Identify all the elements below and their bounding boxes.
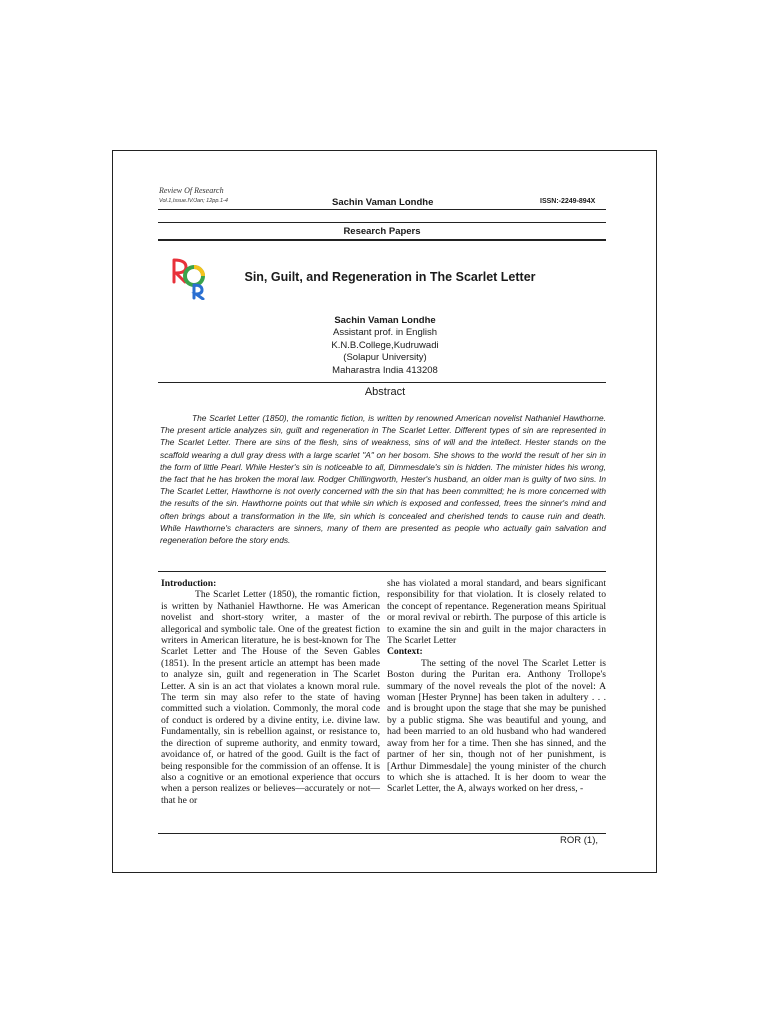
section-heading-introduction: Introduction: — [161, 578, 217, 589]
affiliation-line: Maharastra India 413208 — [332, 364, 438, 376]
right-column — [387, 578, 606, 795]
author-affiliation — [285, 315, 485, 377]
divider — [158, 222, 606, 223]
context-paragraph: The setting of the novel The Scarlet Letter is Boston during the Puritan era. Anthony Trollope's summary of the novel reveals the plot of the novel: A woman [Hester Prynne] has been taken in adultery . . . and is brought upon the stage that she may be punished by a public stigma. She was beautiful and young, and had been married to an old husband who had wandered away from her for a time. Then she has sinned, and the partner of her sin, though not of her punishment, is [Arthur Dimmesdale] the young minister of the church to which she is attached. It is her doom to wear the Scarlet Letter, the A, always worked on her dress, - — [387, 657, 606, 795]
header-author: Sachin Vaman Londhe — [332, 197, 434, 208]
left-column — [161, 578, 380, 806]
divider — [158, 571, 606, 572]
issn: ISSN:-2249-894X — [540, 198, 596, 205]
continued-paragraph: she has violated a moral standard, and bears significant responsibility for that violation. It is closely related to the concept of repentance. Regeneration means Spiritual or moral revival or rebirth. The purpose of this article is to examine the sin and guilt in the major characters in The Scarlet Letter — [387, 578, 606, 647]
divider — [158, 209, 606, 210]
page-footer: ROR (1), — [560, 835, 598, 846]
affiliation-line: K.N.B.College,Kudruwadi — [331, 339, 439, 351]
affiliation-line: (Solapur University) — [343, 352, 427, 364]
introduction-paragraph: The Scarlet Letter (1850), the romantic fiction, is written by Nathaniel Hawthorne. He was American novelist and short-story writer, a master of the allegorical and symbolic tale. One of the greatest fiction writers in American literature, he is best-known for The Scarlet Letter and The House of the Seven Gables (1851). In the present article an attempt has been made to analyze sin, guilt and regeneration in The Scarlet Letter. A sin is an act that violates a known moral rule. The term sin may also refer to the state of having committed such a violation. Commonly, the moral code of conduct is ordered by a divine entity, i.e. divine law. Fundamentally, sin is rebellion against, or resistance to, the direction of supreme authority, and enmity toward, avoidance of, or hatred of the good. Guilt is the fact of being responsible for the commission of an offense. It is also a cognitive or an emotional experience that occurs when a person realizes or believes—accurately or not—that he or — [161, 589, 380, 806]
abstract-heading: Abstract — [364, 386, 406, 398]
abstract-text — [160, 412, 606, 546]
journal-name: Review Of Research — [159, 186, 224, 195]
author-name: Sachin Vaman Londhe — [334, 315, 436, 326]
section-label: Research Papers — [343, 226, 421, 237]
section-heading-context: Context: — [387, 646, 423, 658]
divider — [158, 833, 606, 834]
volume-info: Vol.1,Issue.IV/Jan; 12pp.1-4 — [159, 198, 228, 204]
divider — [158, 382, 606, 383]
abstract-body: The Scarlet Letter (1850), the romantic fiction, is written by renowned American novelist Nathaniel Hawthorne. The present article analyzes sin, guilt and regeneration in The Scarlet Letter. Different types of sin are represented in The Scarlet Letter. There are sins of the flesh, sins of weakness, sins of will and the intellect. Hester stands on the scaffold wearing a dull gray dress with a large scarlet "A" on her bosom. She shows to the world the result of her sin in the form of little Pearl. While Hester's sin is noticeable to all, Dimmesdale's sin is hidden. The minister hides his wrong, the fact that he has broken the moral law. Rodger Chillingworth, Hester's husband, an older man is guilty of two sins. In The Scarlet Letter, Hawthorne is not overly concerned with the sin that has been committed; he is more concerned with the results of the sin. Hawthorne points out that while sin which is exposed and confessed, frees the sinner's mind and often brings about a transformation in the life, sin which is concealed and cherished tends to cause ruin and death. While Hawthorne's characters are sinners, many of them are presented as people who actually gain salvation and regeneration before the story ends. — [160, 413, 606, 546]
paper-title: Sin, Guilt, and Regeneration in The Scarlet Letter — [244, 270, 536, 284]
divider — [158, 239, 606, 241]
affiliation-line: Assistant prof. in English — [332, 327, 438, 339]
